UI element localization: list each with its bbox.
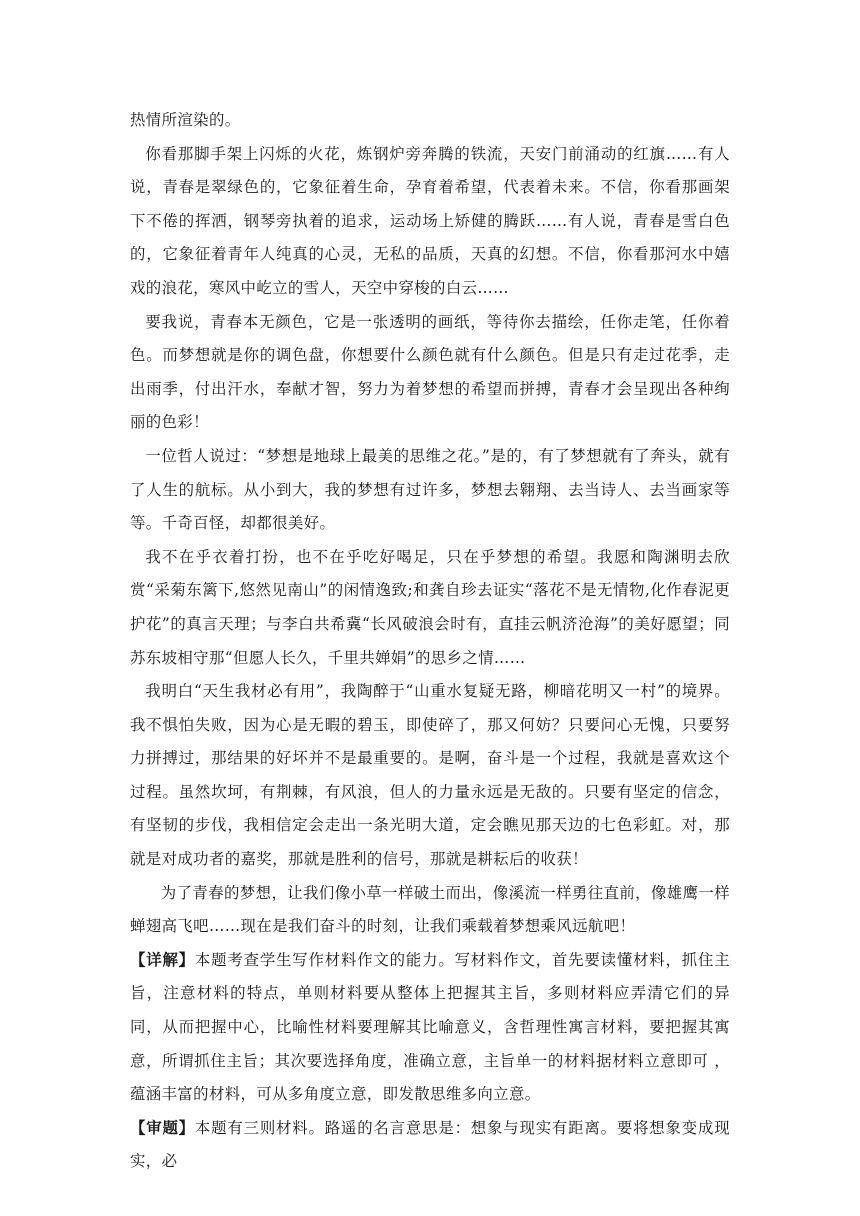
document-body xyxy=(130,104,730,1179)
essay-paragraph-4: 我不在乎衣着打扮，也不在乎吃好喝足，只在乎梦想的希望。我愿和陶渊明去欣赏“采菊东篱下,悠然见南山”的闲情逸致;和龚自珍去证实“落花不是无情物,化作春泥更护花”的真言天理；与李白共希冀“长风破浪会时有，直挂云帆济沧海”的美好愿望；同苏东坡相守那“但愿人长久，千里共婵娟”的思乡之情…… xyxy=(130,547,730,667)
essay-paragraph-6: 为了青春的梦想，让我们像小草一样破土而出，像溪流一样勇往直前，像雄鹰一样蝉翅高飞吧……现在是我们奋斗的时刻，让我们乘载着梦想乘风远航吧！ xyxy=(130,883,730,936)
essay-paragraph-0: 热情所渲染的。 xyxy=(130,111,241,129)
essay-paragraph-3: 一位哲人说过：“梦想是地球上最美的思维之花。”是的，有了梦想就有了奔头，就有了人生的航标。从小到大，我的梦想有过许多，梦想去翱翔、去当诗人、去当画家等等。千奇百怪，却都很美好。 xyxy=(130,446,730,533)
essay-paragraph-5: 我明白“天生我材必有用”，我陶醉于“山重水复疑无路，柳暗花明又一村”的境界。我不惧怕失败，因为心是无暇的碧玉，即使碎了，那又何妨？只要问心无愧，只要努力拼搏过，那结果的好坏并不是最重要的。是啊，奋斗是一个过程，我就是喜欢这个过程。虽然坎坷，有荆棘，有风浪，但人的力量永远是无敌的。只要有坚定的信念，有坚韧的步伐，我相信定会走出一条光明大道，定会瞧见那天边的七色彩虹。对，那就是对成功者的嘉奖，那就是胜利的信号，那就是耕耘后的收获！ xyxy=(130,682,730,869)
review-tag: 【审题】 xyxy=(130,1118,195,1137)
detail-tag: 【详解】 xyxy=(130,950,195,969)
detail-paragraph xyxy=(130,944,730,1112)
review-text: 本题有三则材料。路遥的名言意思是：想象与现实有距离。要将想象变成现实，必 xyxy=(130,1118,730,1171)
detail-text: 本题考查学生写作材料作文的能力。写材料作文，首先要读懂材料，抓住主旨，注意材料的特点，单则材料要从整体上把握其主旨，多则材料应弄清它们的异同，从而把握中心，比喻性材料要理解其比喻意义，含哲理性寓言材料，要把握其寓意，所谓抓住主旨；其次要选择角度，准确立意，主旨单一的材料据材料立意即可 ，蕴涵丰富的材料，可从多角度立意，即发散思维多向立意。 xyxy=(130,950,730,1104)
review-paragraph xyxy=(130,1112,730,1179)
essay-paragraph-2: 要我说，青春本无颜色，它是一张透明的画纸，等待你去描绘，任你走笔，任你着色。而梦想就是你的调色盘，你想要什么颜色就有什么颜色。但是只有走过花季，走出雨季，付出汗水，奉献才智，努力为着梦想的希望而拼搏，青春才会呈现出各种绚丽的色彩！ xyxy=(130,312,730,432)
essay-paragraph-1: 你看那脚手架上闪烁的火花，炼钢炉旁奔腾的铁流，天安门前涌动的红旗……有人说，青春是翠绿色的，它象征着生命，孕育着希望，代表着未来。不信，你看那画架下不倦的挥洒，钢琴旁执着的追求，运动场上矫健的腾跃……有人说，青春是雪白色的，它象征着青年人纯真的心灵，无私的品质，天真的幻想。不信，你看那河水中嬉戏的浪花，寒风中屹立的雪人，天空中穿梭的白云…… xyxy=(130,144,730,297)
